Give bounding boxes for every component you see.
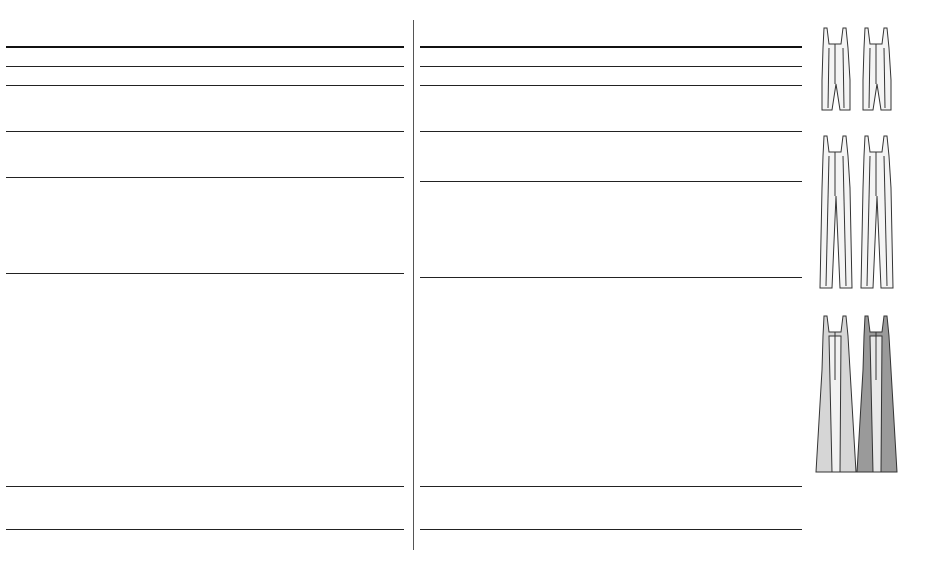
interfacing-row [6,281,14,292]
fabrics-rule-fr [420,85,802,86]
yardage-rule-fr [420,486,802,487]
sizes-row-fr [420,138,802,150]
finished-rule-fr [420,529,802,530]
contrast2-row-fr [420,473,802,485]
dos-row [420,263,802,275]
entoilage-row [420,281,428,292]
column-divider [413,20,414,550]
top-rule [6,46,404,48]
garment-illustrations [810,20,940,500]
body-rule [6,273,404,274]
contrast2-row [6,473,404,485]
jumpsuit-c-illustration [816,316,897,472]
body-rule-fr [420,277,802,278]
title-rule-fr [420,66,802,67]
contrast1-row-fr [420,426,802,438]
contrast1-row [6,426,404,438]
jumpsuit-b-illustration [820,136,893,288]
english-column [0,0,410,566]
title-rule [6,66,404,67]
fabrics-rule [6,85,404,86]
sizes-rule-fr [420,181,802,182]
yardage-rule [6,486,404,487]
finished-rule [6,529,404,530]
francaises-row [420,154,802,166]
notions-rule-fr [420,131,802,132]
sizes-rule [6,177,404,178]
top-rule-fr [420,46,802,48]
french-column [420,0,805,566]
european-row [6,154,404,166]
europeen-row [420,168,802,180]
hanches-row [420,249,802,261]
romper-a-illustration [822,28,891,110]
sizes-row [6,138,404,150]
notions-rule [6,131,404,132]
